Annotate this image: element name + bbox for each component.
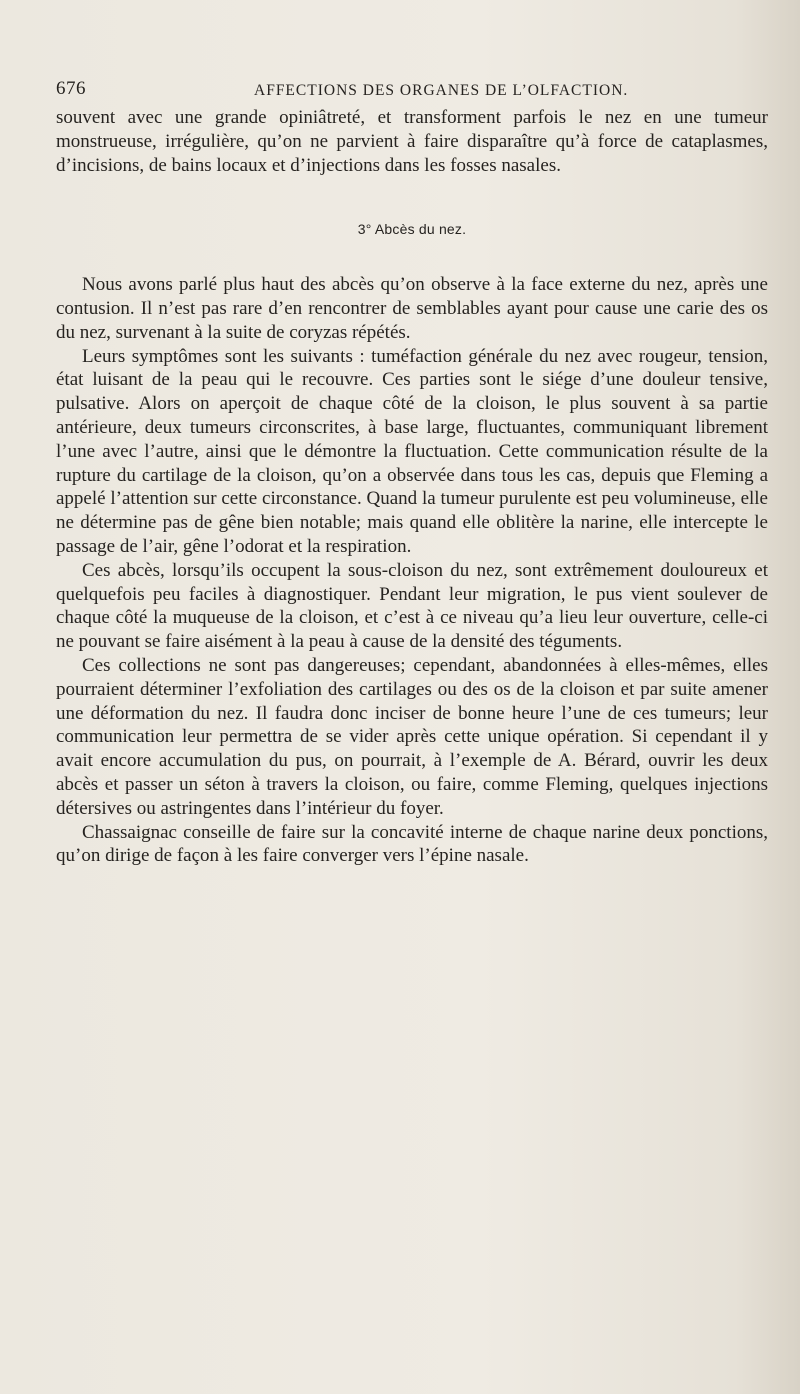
paragraph: Ces abcès, lorsqu’ils occupent la sous-cloison du nez, sont extrêmement douloureux et quelquefois peu faciles à diagnostiquer. Pendant leur migration, le pus vient soulever de chaque côté la muqueuse de la cloison, et c’est à ce niveau qu’a lieu leur ouverture, celle-ci ne pouvant se faire aisément à la peau à cause de la densité des téguments. (56, 559, 768, 653)
paragraph: Chassaignac conseille de faire sur la concavité interne de chaque narine deux ponctions, qu’on dirige de façon à les faire converger vers l’épine nasale. (56, 821, 768, 867)
paragraph: Ces collections ne sont pas dangereuses; cependant, abandonnées à elles-mêmes, elles pourraient déterminer l’exfoliation des cartilages ou des os de la cloison et par suite amener une déformation du nez. Il faudra donc inciser de bonne heure l’une de ces tumeurs; leur communication leur permettra de se vider après cette unique opération. Si cependant il y avait encore accumulation du pus, on pourrait, à l’exemple de A. Bérard, ouvrir les deux abcès et passer un séton à travers la cloison, ou faire, comme Fleming, quelques injections détersives ou astringentes dans l’intérieur du foyer. (56, 654, 768, 819)
paragraph: Leurs symptômes sont les suivants : tuméfaction générale du nez avec rougeur, tension, état luisant de la peau qui le recouvre. Ces parties sont le siége d’une douleur tensive, pulsative. Alors on aperçoit de chaque côté de la cloison, le plus souvent à sa partie antérieure, deux tumeurs circonscrites, à base large, fluctuantes, communiquant librement l’une avec l’autre, ainsi que le démontre la fluctuation. Cette communication résulte de la rupture du cartilage de la cloison, qu’on a observée dans tous les cas, depuis que Fleming a appelé l’attention sur cette circonstance. Quand la tumeur purulente est peu volumineuse, elle ne détermine pas de gêne bien notable; mais quand elle oblitère la narine, elle intercepte le passage de l’air, gêne l’odorat et la respiration. (56, 345, 768, 557)
section-heading: 3° Abcès du nez. (357, 221, 467, 238)
running-head: AFFECTIONS DES ORGANES DE L’OLFACTION. (254, 82, 629, 99)
page-number: 676 (56, 78, 86, 99)
page-header (56, 80, 756, 106)
body-text (56, 106, 768, 868)
paragraph: Nous avons parlé plus haut des abcès qu’on observe à la face externe du nez, après une contusion. Il n’est pas rare d’en rencontrer de semblables ayant pour cause une carie des os du nez, survenant à la suite de coryzas répétés. (56, 274, 768, 343)
paragraph-continued: souvent avec une grande opiniâtreté, et transforment parfois le nez en une tumeur monstrueuse, irrégulière, qu’on ne parvient à faire disparaître qu’à force de cataplasmes, d’incisions, de bains locaux et d’injections dans les fosses nasales. (56, 107, 768, 176)
